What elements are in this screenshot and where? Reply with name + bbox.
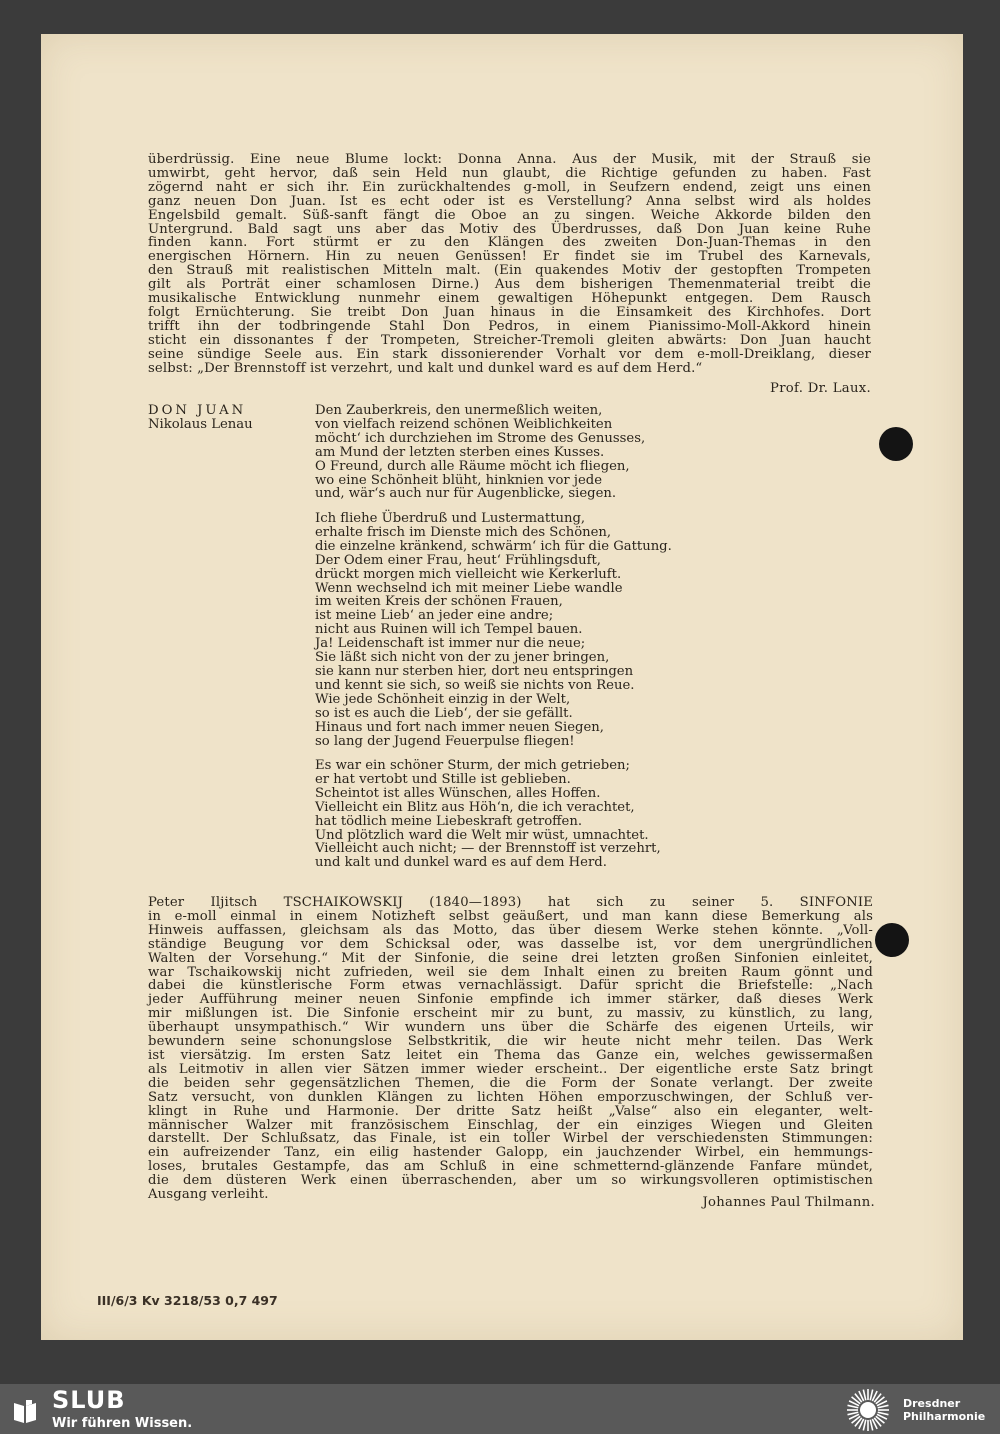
text-line: männischer Walzer mit französischem Einschlag, der ein einziges Wiegen und Gleiten <box>148 1117 873 1133</box>
punch-hole <box>875 923 909 957</box>
text-line: Ich fliehe Überdruß und Lustermattung, <box>315 511 586 526</box>
text-line: ständige Beugung vor dem Schicksal oder, was dasselbe ist, vor dem unergründlichen <box>148 936 873 952</box>
text-line: Und plötzlich ward die Welt mir wüst, umnachtet. <box>315 827 649 843</box>
text-line: Vielleicht ein Blitz aus Höh‘n, die ich verachtet, <box>315 799 635 815</box>
partner-line-1: Dresdner <box>903 1397 961 1410</box>
text-line: selbst: „Der Brennstoff ist verzehrt, und kalt und dunkel ward es auf dem Herd.“ <box>148 360 703 376</box>
text-line: Hinweis auffassen, gleichsam als das Motto, das über diesem Werke stehen könnte. „Voll- <box>148 922 873 938</box>
poem-author: Nikolaus Lenau <box>148 416 253 432</box>
text-line: in e-moll einmal in einem Notizheft selbst geäußert, und man kann diese Bemerkung als <box>148 908 873 924</box>
text-line: jeder Aufführung meiner neuen Sinfonie empfinde ich immer stärker, daß dieses Werk <box>148 992 873 1008</box>
text-line: darstellt. Der Schlußsatz, das Finale, ist ein toller Wirbel der verschiedensten Stimmungen: <box>148 1131 873 1147</box>
thilmann-signature: Johannes Paul Thilmann. <box>702 1195 875 1210</box>
text-line: mir mißlungen ist. Die Sinfonie erscheint mir zu bunt, zu massiv, zu künstlich, zu lang, <box>148 1006 873 1022</box>
poem-stanza-3 <box>315 759 661 870</box>
poem-stanza-2 <box>315 512 672 748</box>
partner-name <box>903 1397 985 1423</box>
text-line: die einzelne kränkend, schwärm‘ ich für die Gattung. <box>315 538 672 554</box>
text-line: Vielleicht auch nicht; — der Brennstoff ist verzehrt, <box>315 841 661 857</box>
text-line: Den Zauberkreis, den unermeßlich weiten, <box>315 403 603 418</box>
slub-name: SLUB <box>52 1386 126 1414</box>
text-line: überdrüssig. Eine neue Blume lockt: Donna Anna. Aus der Musik, mit der Strauß sie <box>148 152 871 167</box>
text-line: O Freund, durch alle Räume möcht ich fliegen, <box>315 458 630 474</box>
text-line: Es war ein schöner Sturm, der mich getrieben; <box>315 758 630 773</box>
text-line: überhaupt unsympathisch.“ Wir wundern uns über die Schärfe des eigenen Urteils, wir <box>148 1020 873 1036</box>
punch-hole <box>879 427 913 461</box>
text-line: hat tödlich meine Liebeskraft getroffen. <box>315 813 583 829</box>
text-line: klingt in Ruhe und Harmonie. Der dritte Satz heißt „Valse“ also ein eleganter, welt- <box>148 1103 873 1119</box>
text-line: Engelsbild gemalt. Süß-sanft fängt die Oboe an zu singen. Weiche Akkorde bilden den <box>148 207 871 223</box>
text-line: ein aufreizender Tanz, ein eilig hastender Galopp, ein jauchzender Wirbel, ein hemmungs- <box>148 1145 873 1161</box>
text-line: die beiden sehr gegensätzlichen Themen, die die Form der Sonate verlangt. Der zweite <box>148 1075 873 1091</box>
text-line: und kennt sie sich, so weiß sie nichts von Reue. <box>315 677 635 693</box>
poem-stanza-1 <box>315 404 645 501</box>
text-line: ganz neuen Don Juan. Ist es echt oder ist es Verstellung? Anna selbst wird als holdes <box>148 193 871 209</box>
text-line: Satz versucht, von dunklen Klängen zu lichten Höhen emporzuschwingen, der Schluß ver- <box>148 1089 873 1105</box>
text-line: musikalische Entwicklung nunmehr einem gewaltigen Höhepunkt entgegen. Dem Rausch <box>148 291 871 307</box>
text-line: die dem düsteren Werk einen überraschenden, aber um so wirkungsvolleren optimistischen <box>148 1173 873 1189</box>
poem-title: DON JUAN <box>148 403 247 418</box>
text-line: von vielfach reizend schönen Weiblichkeiten <box>315 416 613 432</box>
text-line: Wenn wechselnd ich mit meiner Liebe wandle <box>315 580 623 596</box>
text-line: er hat vertobt und Stille ist geblieben. <box>315 771 571 787</box>
text-line: trifft ihn der todbringende Stahl Don Pedros, in einem Pianissimo-Moll-Akkord hinein <box>148 318 871 334</box>
text-line: den Strauß mit realistischen Mitteln malt. (Ein quakendes Motiv der gestopften Trompeten <box>148 263 871 279</box>
slub-tagline: Wir führen Wissen. <box>52 1416 193 1431</box>
document-page <box>41 34 963 1340</box>
text-line: Scheintot ist alles Wünschen, alles Hoffen. <box>315 785 601 801</box>
text-line: war Tschaikowskij nicht zufrieden, weil sie dem Inhalt einen zu breiten Raum gönnt und <box>148 964 873 980</box>
text-line: und kalt und dunkel ward es auf dem Herd. <box>315 855 607 871</box>
text-line: Wie jede Schönheit einzig in der Welt, <box>315 691 571 707</box>
text-line: zögernd naht er sich ihr. Ein zurückhaltendes g-moll, in Seufzern endend, zeigt uns einen <box>148 179 871 195</box>
text-line: ist viersätzig. Im ersten Satz leitet ein Thema das Ganze ein, welches gewissermaßen <box>148 1047 873 1063</box>
philharmonie-sunburst-icon <box>842 1388 894 1432</box>
text-line: erhalte frisch im Dienste mich des Schönen, <box>315 524 612 540</box>
text-line: folgt Ernüchterung. Sie treibt Don Juan hinaus in die Einsamkeit des Kirchhofes. Dort <box>148 304 871 320</box>
text-line: loses, brutales Gestampfe, das am Schluß in eine schmetternd-glänzende Fanfare mündet, <box>148 1159 873 1175</box>
text-line: Ja! Leidenschaft ist immer nur die neue; <box>315 636 586 652</box>
text-line: Hinaus und fort nach immer neuen Siegen, <box>315 719 604 735</box>
print-code: III/6/3 Kv 3218/53 0,7 497 <box>97 1293 278 1308</box>
text-line: am Mund der letzten sterben eines Kusses. <box>315 444 605 460</box>
text-line: ist meine Lieb‘ an jeder eine andre; <box>315 608 554 624</box>
tschaikowskij-paragraph <box>148 896 873 1202</box>
text-line: gilt als Porträt einer schamlosen Dirne.) Aus dem bisherigen Themenmaterial treibt die <box>148 277 871 293</box>
text-line: wo eine Schönheit blüht, hinknien vor jede <box>315 472 603 488</box>
text-line: im weiten Kreis der schönen Frauen, <box>315 594 563 610</box>
text-line: seine sündige Seele aus. Ein stark dissonierender Vorhalt vor dem e-moll-Dreiklang, dieser <box>148 346 871 362</box>
text-line: Der Odem einer Frau, heut‘ Frühlingsduft, <box>315 552 601 568</box>
slub-book-icon <box>12 1399 38 1425</box>
text-line: so ist es auch die Lieb‘, der sie gefällt. <box>315 705 573 721</box>
library-footer-bar <box>0 1384 1000 1434</box>
partner-line-2: Philharmonie <box>903 1410 986 1423</box>
text-line: als Leitmotiv in allen vier Sätzen immer wieder erscheint.. Der eigentliche erste Satz bringt <box>148 1061 873 1077</box>
text-line: Untergrund. Bald sagt uns aber das Motiv des Überdrusses, daß Don Juan keine Ruhe <box>148 221 871 237</box>
laux-signature: Prof. Dr. Laux. <box>770 381 871 396</box>
text-line: Peter Iljitsch TSCHAIKOWSKIJ (1840—1893) hat sich zu seiner 5. SINFONIE <box>148 895 873 910</box>
text-line: Sie läßt sich nicht von der zu jener bringen, <box>315 650 610 666</box>
text-line: finden kann. Fort stürmt er zu den Klängen des zweiten Don-Juan-Themas in den <box>148 235 871 251</box>
text-line: energischen Hörnern. Hin zu neuen Genüssen! Er findet sie im Trubel des Karnevals, <box>148 249 871 265</box>
poem-heading <box>148 404 253 432</box>
text-line: Walten der Vorsehung.“ Mit der Sinfonie, die seine drei letzten großen Sinfonien einleitet, <box>148 950 873 966</box>
text-line: nicht aus Ruinen will ich Tempel bauen. <box>315 622 583 638</box>
text-line: bewundern seine schonungslose Selbstkritik, die wir heute nicht mehr teilen. Das Werk <box>148 1034 873 1050</box>
text-line: dabei die künstlerische Form etwas vernachlässigt. Dafür spricht die Briefstelle: „Nach <box>148 978 873 994</box>
text-line: sticht ein dissonantes f der Trompeten, Streicher-Tremoli gleiten abwärts: Don Juan haucht <box>148 332 871 348</box>
text-line: umwirbt, geht hervor, daß sein Held nun glaubt, die Richtige gefunden zu haben. Fast <box>148 165 871 181</box>
text-line: und, wär‘s auch nur für Augenblicke, siegen. <box>315 486 617 502</box>
text-line: sie kann nur sterben hier, dort neu entspringen <box>315 663 634 679</box>
strauss-description-paragraph <box>148 153 871 376</box>
text-line: so lang der Jugend Feuerpulse fliegen! <box>315 733 575 749</box>
text-line: möcht‘ ich durchziehen im Strome des Genusses, <box>315 430 646 446</box>
text-line: drückt morgen mich vielleicht wie Kerkerluft. <box>315 566 622 582</box>
text-line: Ausgang verleiht. <box>148 1187 269 1203</box>
